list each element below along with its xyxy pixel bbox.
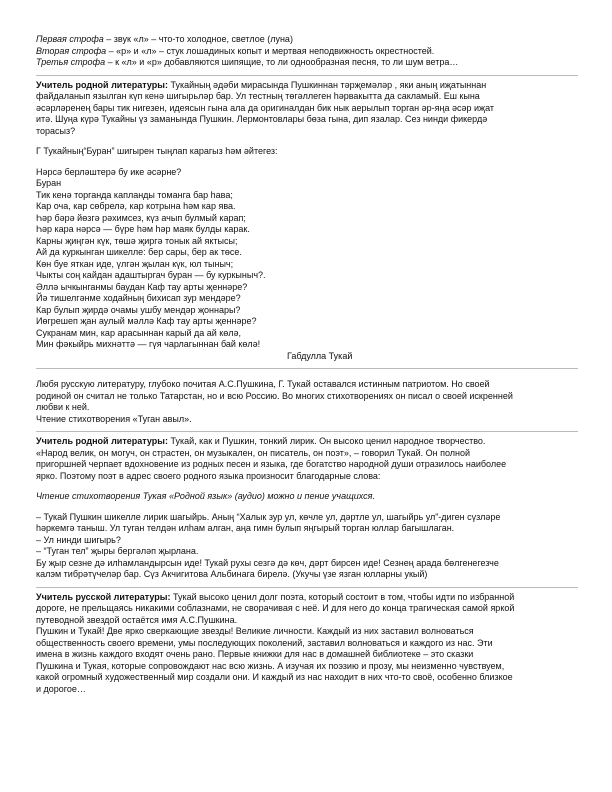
poem-title: Буран [36, 178, 62, 188]
paragraph-line: имена в жизнь каждого входят очень рано. Первые книжки для нас в домашней библиотеке – это сказки [36, 649, 474, 659]
paragraph-line: Тукай, как и Пушкин, тонкий лирик. Он высоко ценил народное творчество. [167, 436, 486, 446]
paragraph-line: какой огромный художественный мир создали они. И каждый из нас находит в них что-то своё, особенно близкое [36, 672, 513, 682]
poem-intro: Нәрсә берләштерә бу ике әсәрне? [36, 166, 182, 177]
strophe-text: – «р» и «л» – стук лошадиных копыт и мертвая неподвижность окрестностей. [106, 45, 435, 56]
paragraph-line: ярко. Поэтому поэт в адрес своего родного языка произносит благодарные слова: [36, 470, 381, 481]
poem-line: Тик кенә торганда капланды томанга бар һава; [36, 189, 233, 200]
strophe-line [36, 34, 578, 46]
strophe-name: Первая строфа [36, 34, 104, 44]
tatar-teacher-paragraph-2 [36, 436, 578, 482]
divider [36, 431, 578, 432]
dialog-line: – “Туган тел” җыры бергәләп җырлана. [36, 546, 199, 556]
paragraph-line: Пушкина и Тукая, которые сопровождают нас всю жизнь. А изучая их поэзию и прозу, мы неизменно чувствуем, [36, 660, 505, 671]
dialog-line: – Ул нинди шигырь? [36, 534, 121, 545]
divider [36, 368, 578, 369]
paragraph-line: дороге, не прельщаясь никакими соблазнами, не сворачивая с неё. И для него до конца трагическая самой яркой [36, 603, 515, 613]
paragraph-line: Тукайның әдәби мирасында Пушкиннан тәрҗемәләр , яки аның иҗатыннан [170, 79, 487, 90]
poem-line: Мин фәкыйрь михнәттә — гүя чарлагыннан бай көлә! [36, 339, 261, 349]
paragraph-line: торасыз? [36, 125, 76, 136]
poem-line: Иөгрешеп җан аулый мәллә Каф тау арты җеннәре? [36, 316, 257, 326]
tatar-teacher-paragraph [36, 80, 578, 138]
poem-line: Карны җиңгән күк, төшә җиргә тонык ай яктысы; [36, 235, 238, 246]
speaker-label: Учитель русской литературы: [36, 591, 171, 602]
divider [36, 587, 578, 588]
strophe-text: – звук «л» – что-то холодное, светлое (луна) [103, 34, 293, 44]
strophe-name: Третья строфа [36, 57, 106, 67]
speaker-label: Учитель родной литературы: [36, 436, 168, 446]
poem-line: Әллә ычкынганмы баудан Каф тау арты җеннәре? [36, 281, 248, 292]
paragraph-line: родиной он считал не только Татарстан, но и всю Россию. Во многих стихотворениях он писал о своей искренней [36, 390, 513, 401]
song-note: Чтение стихотворения Тукая «Родной язык» (аудио) можно и пение учащихся. [36, 491, 375, 501]
paragraph-line: путеводной звездой остаётся имя А.С.Пушкина. [36, 614, 238, 625]
dialog-line: – Тукай Пушкин шикелле лирик шагыйрь. Аның “Халык зур ул, көчле ул, дәртле ул, шагыйрь ул”-диген сүзләре [36, 511, 501, 522]
paragraph-line: и дорогое… [36, 683, 86, 694]
poem-author: Габдулла Тукай [287, 350, 353, 361]
strophe-list [36, 34, 578, 69]
poem-line: Йә тишелгәнме ходайның бихисап зур мендәре? [36, 293, 241, 303]
strophe-line [36, 57, 578, 69]
paragraph-line: файдаланып язылган күп кенә шигырьләр бар. Ул тестның төгәллеген һәрвакытта да сакламый. Еш кына [36, 91, 480, 101]
listening-question: Г Тукайның“Буран” шигырен тыңлап карагыз һәм әйтегез: [36, 146, 278, 156]
strophe-line [36, 46, 578, 58]
poem-line: Кар булып җирдә очамы ушбу мендәр җоннары? [36, 304, 241, 315]
paragraph-line: любви к ней. [36, 402, 90, 412]
dialog-block [36, 512, 578, 581]
patriot-paragraph [36, 379, 578, 425]
paragraph-line: Пушкин и Тукай! Две ярко сверкающие звезды! Великие личности. Каждый из них заставил волноваться [36, 626, 474, 636]
speaker-label: Учитель родной литературы: [36, 79, 168, 90]
poem-line: Ай да куркынган шикелле: бер сары, бер ак төсе. [36, 247, 242, 257]
paragraph-line: итә. Шуңа күрә Тукайны үз заманында Пушкин. Лермонтовлары бөза гына, дип язалар. Сез нинди фикердә [36, 114, 488, 124]
document-page [36, 34, 578, 695]
paragraph-line: «Народ велик, он могуч, он страстен, он музыкален, он писатель, он поэт», – говорил Тукай. Он полной [36, 447, 471, 458]
poem-line: Чыкты соң кайдан адаштыргач буран — бу куркыныч?. [36, 270, 266, 280]
strophe-name: Вторая строфа [36, 45, 107, 56]
poem-line: Һәр кара нәрсә — бүре һәм һәр маяк булды карак. [36, 224, 250, 234]
dialog-line: һәркемгә таныш. Ул туган телдән илһам алган, аңа гимн булып яңгырый торган юллар багышлаган. [36, 523, 455, 533]
paragraph-line: Тукай высоко ценил долг поэта, который состоит в том, чтобы идти по избранной [170, 591, 515, 602]
divider [36, 75, 578, 76]
dialog-line: калэм тибрәтүчеләр бар. Сүз Акчигитова Альбинага бирелә. (Укучы үзе язган юлларны укый) [36, 569, 428, 579]
poem-line: Көн буе яткан иде, үлгән җылан күк, юл тыныч; [36, 258, 234, 269]
russian-teacher-paragraph [36, 592, 578, 696]
poem-buran [36, 167, 578, 363]
poem-line: Һәр бәрә йөзгә рәхимсез, күз ачып булмый карап; [36, 212, 246, 223]
paragraph-line: әсәрләренең бары тик нигезен, идеясын гына ала да оригиналдан бик нык аерылып торган әр-яңа әсәр иҗат [36, 102, 494, 113]
poem-line: Сукранам мин, кар арасыннан карый да ай көлә, [36, 327, 241, 338]
poem-line: Кар оча, кар сөбрелә, кар котрына һәм кар ява. [36, 201, 236, 211]
paragraph-line: пригоршней черпает вдохновение из родных песен и языка, где богатство народной души отразилось наиболее [36, 459, 507, 469]
reading-note: Чтение стихотворения «Туган авыл». [36, 413, 192, 424]
paragraph-line: Любя русскую литературу, глубоко почитая А.С.Пушкина, Г. Тукай оставался истинным патриотом. Но своей [36, 379, 490, 389]
strophe-text: – к «л» и «р» добавляются шипящие, то ли однообразная песня, то ли шум ветра… [105, 57, 459, 67]
dialog-line: Бу җыр сезне дә илһамландырсын иде! Тукай рухы сезгә дә көч, дәрт бирсен иде! Сезнең арада бөлгенегезче [36, 557, 499, 568]
paragraph-line: общественность своего времени, умы последующих поколений, заставил волноваться и каждого из нас. Эти [36, 637, 493, 648]
